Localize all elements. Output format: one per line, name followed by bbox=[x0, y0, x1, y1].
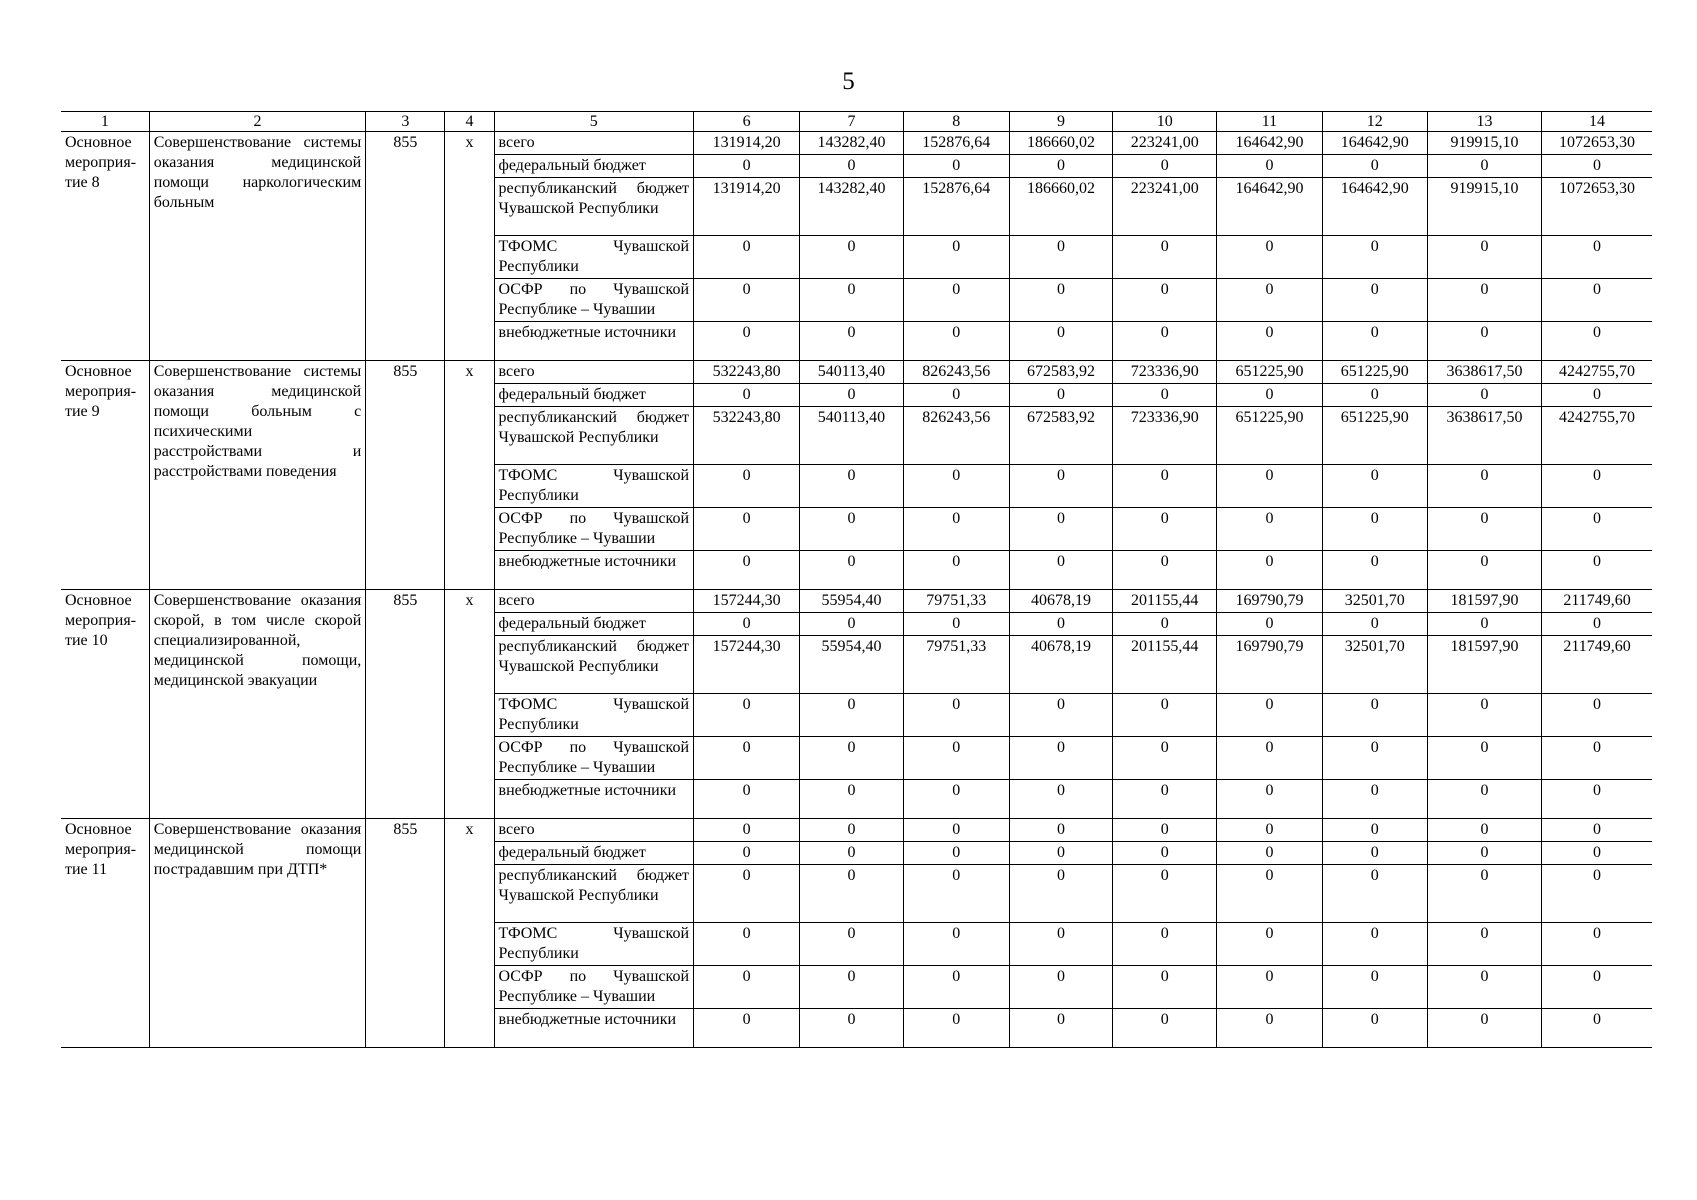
value-cell: 0 bbox=[1542, 322, 1652, 361]
value-cell: 0 bbox=[1009, 322, 1112, 361]
value-cell: 0 bbox=[800, 322, 903, 361]
value-cell: 40678,19 bbox=[1009, 590, 1112, 613]
value-cell: 0 bbox=[800, 966, 903, 1009]
column-number: 4 bbox=[445, 112, 494, 132]
value-cell: 0 bbox=[694, 384, 800, 407]
value-cell: 0 bbox=[903, 819, 1009, 842]
value-cell: 143282,40 bbox=[800, 178, 903, 236]
funding-source: федеральный бюджет bbox=[494, 155, 694, 178]
value-cell: 0 bbox=[1113, 923, 1217, 966]
value-cell: 0 bbox=[1113, 551, 1217, 590]
value-cell: 0 bbox=[1322, 465, 1427, 508]
funding-source: ОСФР по Чувашской Республике – Чувашии bbox=[494, 737, 694, 780]
value-cell: 0 bbox=[1427, 155, 1541, 178]
value-cell: 152876,64 bbox=[903, 132, 1009, 155]
grbs-code: 855 bbox=[366, 819, 445, 1048]
value-cell: 3638617,50 bbox=[1427, 407, 1541, 465]
value-cell: 0 bbox=[1217, 508, 1322, 551]
value-cell: 164642,90 bbox=[1217, 178, 1322, 236]
value-cell: 131914,20 bbox=[694, 178, 800, 236]
value-cell: 651225,90 bbox=[1322, 361, 1427, 384]
value-cell: 0 bbox=[1009, 279, 1112, 322]
value-cell: 0 bbox=[1009, 236, 1112, 279]
value-cell: 0 bbox=[903, 551, 1009, 590]
grbs-code: 855 bbox=[366, 361, 445, 590]
funding-source: ОСФР по Чувашской Республике – Чувашии bbox=[494, 508, 694, 551]
funding-source: внебюджетные источники bbox=[494, 551, 694, 590]
value-cell: 0 bbox=[903, 322, 1009, 361]
value-cell: 532243,80 bbox=[694, 407, 800, 465]
grbs-code: 855 bbox=[366, 590, 445, 819]
value-cell: 0 bbox=[1113, 1009, 1217, 1048]
value-cell: 0 bbox=[1322, 819, 1427, 842]
value-cell: 131914,20 bbox=[694, 132, 800, 155]
value-cell: 651225,90 bbox=[1217, 407, 1322, 465]
value-cell: 0 bbox=[1217, 780, 1322, 819]
value-cell: 4242755,70 bbox=[1542, 407, 1652, 465]
value-cell: 0 bbox=[1217, 923, 1322, 966]
value-cell: 0 bbox=[1427, 966, 1541, 1009]
value-cell: 0 bbox=[1427, 551, 1541, 590]
value-cell: 0 bbox=[694, 613, 800, 636]
value-cell: 0 bbox=[1113, 737, 1217, 780]
value-cell: 0 bbox=[1427, 384, 1541, 407]
value-cell: 0 bbox=[800, 508, 903, 551]
value-cell: 0 bbox=[1217, 966, 1322, 1009]
value-cell: 0 bbox=[903, 279, 1009, 322]
column-number: 9 bbox=[1009, 112, 1112, 132]
value-cell: 0 bbox=[1217, 279, 1322, 322]
value-cell: 4242755,70 bbox=[1542, 361, 1652, 384]
table-row bbox=[61, 361, 1652, 384]
value-cell: 0 bbox=[1322, 508, 1427, 551]
event-name: Основное мероприя-тие 10 bbox=[61, 590, 149, 819]
value-cell: 0 bbox=[1009, 465, 1112, 508]
value-cell: 0 bbox=[1322, 613, 1427, 636]
value-cell: 0 bbox=[694, 508, 800, 551]
value-cell: 0 bbox=[1009, 780, 1112, 819]
event-description: Совершенствование системы оказания медицинской помощи больным с психическими расстройствами и расстройствами поведения bbox=[149, 361, 366, 590]
funding-source: федеральный бюджет bbox=[494, 613, 694, 636]
value-cell: 0 bbox=[694, 1009, 800, 1048]
value-cell: 0 bbox=[903, 737, 1009, 780]
value-cell: 0 bbox=[903, 694, 1009, 737]
value-cell: 0 bbox=[1542, 279, 1652, 322]
value-cell: 672583,92 bbox=[1009, 361, 1112, 384]
table-body bbox=[61, 112, 1652, 1048]
column-number: 11 bbox=[1217, 112, 1322, 132]
value-cell: 0 bbox=[1542, 842, 1652, 865]
value-cell: 0 bbox=[1322, 384, 1427, 407]
value-cell: 0 bbox=[1542, 613, 1652, 636]
value-cell: 0 bbox=[1217, 551, 1322, 590]
value-cell: 0 bbox=[1542, 780, 1652, 819]
value-cell: 0 bbox=[1427, 465, 1541, 508]
value-cell: 0 bbox=[1427, 819, 1541, 842]
funding-source: всего bbox=[494, 590, 694, 613]
value-cell: 211749,60 bbox=[1542, 590, 1652, 613]
value-cell: 0 bbox=[800, 842, 903, 865]
value-cell: 0 bbox=[694, 465, 800, 508]
value-cell: 164642,90 bbox=[1217, 132, 1322, 155]
funding-source: республиканский бюджет Чувашской Республики bbox=[494, 407, 694, 465]
event-name: Основное мероприя-тие 9 bbox=[61, 361, 149, 590]
value-cell: 0 bbox=[1217, 865, 1322, 923]
value-cell: 0 bbox=[800, 236, 903, 279]
funding-source: ТФОМС Чувашской Республики bbox=[494, 465, 694, 508]
event-name: Основное мероприя-тие 11 bbox=[61, 819, 149, 1048]
value-cell: 0 bbox=[800, 613, 903, 636]
value-cell: 0 bbox=[800, 1009, 903, 1048]
funding-source: всего bbox=[494, 361, 694, 384]
value-cell: 223241,00 bbox=[1113, 132, 1217, 155]
value-cell: 0 bbox=[1009, 842, 1112, 865]
value-cell: 0 bbox=[903, 508, 1009, 551]
value-cell: 181597,90 bbox=[1427, 636, 1541, 694]
value-cell: 0 bbox=[1009, 737, 1112, 780]
value-cell: 0 bbox=[1322, 236, 1427, 279]
value-cell: 164642,90 bbox=[1322, 132, 1427, 155]
value-cell: 0 bbox=[1009, 819, 1112, 842]
value-cell: 0 bbox=[1217, 465, 1322, 508]
value-cell: 0 bbox=[694, 155, 800, 178]
value-cell: 0 bbox=[1217, 842, 1322, 865]
value-cell: 211749,60 bbox=[1542, 636, 1652, 694]
funding-source: внебюджетные источники bbox=[494, 780, 694, 819]
value-cell: 0 bbox=[800, 694, 903, 737]
funding-source: внебюджетные источники bbox=[494, 1009, 694, 1048]
value-cell: 0 bbox=[800, 465, 903, 508]
mark-cell: х bbox=[445, 132, 494, 361]
value-cell: 0 bbox=[903, 613, 1009, 636]
value-cell: 0 bbox=[1113, 966, 1217, 1009]
value-cell: 0 bbox=[800, 865, 903, 923]
value-cell: 0 bbox=[1322, 551, 1427, 590]
value-cell: 540113,40 bbox=[800, 407, 903, 465]
value-cell: 0 bbox=[1009, 694, 1112, 737]
value-cell: 0 bbox=[1113, 613, 1217, 636]
value-cell: 0 bbox=[800, 279, 903, 322]
column-number: 8 bbox=[903, 112, 1009, 132]
event-name: Основное мероприя-тие 8 bbox=[61, 132, 149, 361]
value-cell: 0 bbox=[903, 966, 1009, 1009]
value-cell: 223241,00 bbox=[1113, 178, 1217, 236]
value-cell: 0 bbox=[1542, 966, 1652, 1009]
funding-source: всего bbox=[494, 819, 694, 842]
page-number: 5 bbox=[842, 68, 855, 95]
value-cell: 0 bbox=[694, 842, 800, 865]
value-cell: 55954,40 bbox=[800, 590, 903, 613]
value-cell: 0 bbox=[1113, 465, 1217, 508]
funding-source: ОСФР по Чувашской Республике – Чувашии bbox=[494, 966, 694, 1009]
value-cell: 0 bbox=[1427, 737, 1541, 780]
value-cell: 0 bbox=[1542, 694, 1652, 737]
mark-cell: х bbox=[445, 590, 494, 819]
value-cell: 0 bbox=[1322, 923, 1427, 966]
value-cell: 55954,40 bbox=[800, 636, 903, 694]
value-cell: 0 bbox=[1542, 384, 1652, 407]
grbs-code: 855 bbox=[366, 132, 445, 361]
value-cell: 0 bbox=[903, 465, 1009, 508]
value-cell: 0 bbox=[800, 780, 903, 819]
column-number: 13 bbox=[1427, 112, 1541, 132]
column-number: 10 bbox=[1113, 112, 1217, 132]
value-cell: 826243,56 bbox=[903, 361, 1009, 384]
value-cell: 181597,90 bbox=[1427, 590, 1541, 613]
column-number: 1 bbox=[61, 112, 149, 132]
value-cell: 0 bbox=[1542, 551, 1652, 590]
value-cell: 79751,33 bbox=[903, 590, 1009, 613]
value-cell: 0 bbox=[1113, 865, 1217, 923]
value-cell: 0 bbox=[694, 279, 800, 322]
value-cell: 651225,90 bbox=[1322, 407, 1427, 465]
column-number-row bbox=[61, 112, 1652, 132]
value-cell: 0 bbox=[694, 923, 800, 966]
value-cell: 0 bbox=[1113, 322, 1217, 361]
event-description: Совершенствование оказания скорой, в том числе скорой специализированной, медицинской помощи, медицинской эвакуации bbox=[149, 590, 366, 819]
funding-source: ТФОМС Чувашской Республики bbox=[494, 694, 694, 737]
value-cell: 0 bbox=[1427, 322, 1541, 361]
value-cell: 0 bbox=[694, 694, 800, 737]
value-cell: 157244,30 bbox=[694, 636, 800, 694]
value-cell: 1072653,30 bbox=[1542, 132, 1652, 155]
value-cell: 0 bbox=[1217, 236, 1322, 279]
funding-source: республиканский бюджет Чувашской Республики bbox=[494, 636, 694, 694]
event-description: Совершенствование оказания медицинской помощи пострадавшим при ДТП* bbox=[149, 819, 366, 1048]
value-cell: 0 bbox=[1542, 737, 1652, 780]
value-cell: 0 bbox=[1322, 737, 1427, 780]
value-cell: 540113,40 bbox=[800, 361, 903, 384]
value-cell: 0 bbox=[800, 384, 903, 407]
value-cell: 0 bbox=[1113, 780, 1217, 819]
value-cell: 1072653,30 bbox=[1542, 178, 1652, 236]
value-cell: 0 bbox=[1113, 819, 1217, 842]
value-cell: 0 bbox=[1113, 508, 1217, 551]
funding-source: внебюджетные источники bbox=[494, 322, 694, 361]
value-cell: 186660,02 bbox=[1009, 178, 1112, 236]
value-cell: 0 bbox=[1113, 279, 1217, 322]
value-cell: 0 bbox=[800, 155, 903, 178]
value-cell: 0 bbox=[1217, 737, 1322, 780]
value-cell: 0 bbox=[1542, 865, 1652, 923]
value-cell: 0 bbox=[1113, 694, 1217, 737]
value-cell: 157244,30 bbox=[694, 590, 800, 613]
value-cell: 201155,44 bbox=[1113, 636, 1217, 694]
value-cell: 0 bbox=[1009, 613, 1112, 636]
value-cell: 0 bbox=[1542, 508, 1652, 551]
table-row bbox=[61, 590, 1652, 613]
value-cell: 0 bbox=[694, 551, 800, 590]
value-cell: 0 bbox=[1009, 551, 1112, 590]
value-cell: 0 bbox=[1427, 842, 1541, 865]
value-cell: 0 bbox=[1009, 1009, 1112, 1048]
value-cell: 532243,80 bbox=[694, 361, 800, 384]
value-cell: 0 bbox=[1427, 279, 1541, 322]
value-cell: 0 bbox=[1322, 279, 1427, 322]
value-cell: 0 bbox=[1217, 322, 1322, 361]
event-description: Совершенствование системы оказания медицинской помощи наркологическим больным bbox=[149, 132, 366, 361]
value-cell: 169790,79 bbox=[1217, 590, 1322, 613]
value-cell: 0 bbox=[1542, 155, 1652, 178]
value-cell: 152876,64 bbox=[903, 178, 1009, 236]
value-cell: 0 bbox=[1009, 865, 1112, 923]
value-cell: 0 bbox=[1427, 508, 1541, 551]
value-cell: 0 bbox=[903, 780, 1009, 819]
column-number: 12 bbox=[1322, 112, 1427, 132]
funding-source: республиканский бюджет Чувашской Республики bbox=[494, 865, 694, 923]
value-cell: 919915,10 bbox=[1427, 178, 1541, 236]
funding-source: всего bbox=[494, 132, 694, 155]
value-cell: 0 bbox=[903, 1009, 1009, 1048]
column-number: 14 bbox=[1542, 112, 1652, 132]
value-cell: 0 bbox=[1009, 384, 1112, 407]
value-cell: 0 bbox=[1217, 613, 1322, 636]
value-cell: 0 bbox=[1217, 155, 1322, 178]
value-cell: 0 bbox=[1217, 384, 1322, 407]
value-cell: 0 bbox=[903, 842, 1009, 865]
value-cell: 40678,19 bbox=[1009, 636, 1112, 694]
mark-cell: х bbox=[445, 361, 494, 590]
table-row bbox=[61, 132, 1652, 155]
value-cell: 0 bbox=[1542, 923, 1652, 966]
value-cell: 0 bbox=[1427, 780, 1541, 819]
column-number: 3 bbox=[366, 112, 445, 132]
value-cell: 0 bbox=[694, 236, 800, 279]
value-cell: 723336,90 bbox=[1113, 361, 1217, 384]
value-cell: 0 bbox=[1217, 694, 1322, 737]
value-cell: 0 bbox=[1009, 508, 1112, 551]
value-cell: 0 bbox=[1113, 236, 1217, 279]
value-cell: 79751,33 bbox=[903, 636, 1009, 694]
value-cell: 0 bbox=[694, 865, 800, 923]
value-cell: 0 bbox=[1427, 865, 1541, 923]
value-cell: 0 bbox=[1322, 865, 1427, 923]
value-cell: 201155,44 bbox=[1113, 590, 1217, 613]
value-cell: 0 bbox=[1542, 819, 1652, 842]
value-cell: 0 bbox=[1217, 819, 1322, 842]
value-cell: 0 bbox=[1542, 1009, 1652, 1048]
value-cell: 3638617,50 bbox=[1427, 361, 1541, 384]
value-cell: 0 bbox=[800, 551, 903, 590]
column-number: 5 bbox=[494, 112, 694, 132]
value-cell: 0 bbox=[1322, 694, 1427, 737]
value-cell: 32501,70 bbox=[1322, 636, 1427, 694]
value-cell: 0 bbox=[903, 865, 1009, 923]
value-cell: 651225,90 bbox=[1217, 361, 1322, 384]
funding-source: республиканский бюджет Чувашской Республики bbox=[494, 178, 694, 236]
value-cell: 0 bbox=[903, 384, 1009, 407]
value-cell: 0 bbox=[1427, 694, 1541, 737]
value-cell: 0 bbox=[903, 923, 1009, 966]
value-cell: 0 bbox=[1113, 842, 1217, 865]
value-cell: 0 bbox=[694, 966, 800, 1009]
budget-table bbox=[61, 111, 1652, 1048]
value-cell: 0 bbox=[800, 819, 903, 842]
value-cell: 0 bbox=[1009, 155, 1112, 178]
funding-source: федеральный бюджет bbox=[494, 384, 694, 407]
value-cell: 0 bbox=[800, 737, 903, 780]
value-cell: 0 bbox=[1322, 966, 1427, 1009]
value-cell: 0 bbox=[1322, 842, 1427, 865]
value-cell: 826243,56 bbox=[903, 407, 1009, 465]
value-cell: 0 bbox=[694, 780, 800, 819]
value-cell: 0 bbox=[1427, 1009, 1541, 1048]
mark-cell: х bbox=[445, 819, 494, 1048]
value-cell: 143282,40 bbox=[800, 132, 903, 155]
value-cell: 0 bbox=[1217, 1009, 1322, 1048]
value-cell: 0 bbox=[1322, 780, 1427, 819]
value-cell: 0 bbox=[800, 923, 903, 966]
value-cell: 0 bbox=[1427, 613, 1541, 636]
value-cell: 0 bbox=[1322, 155, 1427, 178]
value-cell: 0 bbox=[1322, 322, 1427, 361]
column-number: 7 bbox=[800, 112, 903, 132]
funding-source: ОСФР по Чувашской Республике – Чувашии bbox=[494, 279, 694, 322]
value-cell: 672583,92 bbox=[1009, 407, 1112, 465]
value-cell: 0 bbox=[694, 322, 800, 361]
value-cell: 723336,90 bbox=[1113, 407, 1217, 465]
column-number: 6 bbox=[694, 112, 800, 132]
funding-source: федеральный бюджет bbox=[494, 842, 694, 865]
value-cell: 919915,10 bbox=[1427, 132, 1541, 155]
funding-source: ТФОМС Чувашской Республики bbox=[494, 236, 694, 279]
value-cell: 0 bbox=[903, 236, 1009, 279]
value-cell: 0 bbox=[694, 819, 800, 842]
value-cell: 32501,70 bbox=[1322, 590, 1427, 613]
value-cell: 164642,90 bbox=[1322, 178, 1427, 236]
value-cell: 0 bbox=[1542, 236, 1652, 279]
value-cell: 0 bbox=[1427, 923, 1541, 966]
column-number: 2 bbox=[149, 112, 366, 132]
value-cell: 0 bbox=[1322, 1009, 1427, 1048]
value-cell: 0 bbox=[1113, 155, 1217, 178]
value-cell: 0 bbox=[1009, 923, 1112, 966]
value-cell: 169790,79 bbox=[1217, 636, 1322, 694]
value-cell: 0 bbox=[1427, 236, 1541, 279]
funding-source: ТФОМС Чувашской Республики bbox=[494, 923, 694, 966]
value-cell: 0 bbox=[903, 155, 1009, 178]
value-cell: 0 bbox=[1542, 465, 1652, 508]
value-cell: 0 bbox=[1009, 966, 1112, 1009]
value-cell: 186660,02 bbox=[1009, 132, 1112, 155]
value-cell: 0 bbox=[1113, 384, 1217, 407]
table-row bbox=[61, 819, 1652, 842]
value-cell: 0 bbox=[694, 737, 800, 780]
